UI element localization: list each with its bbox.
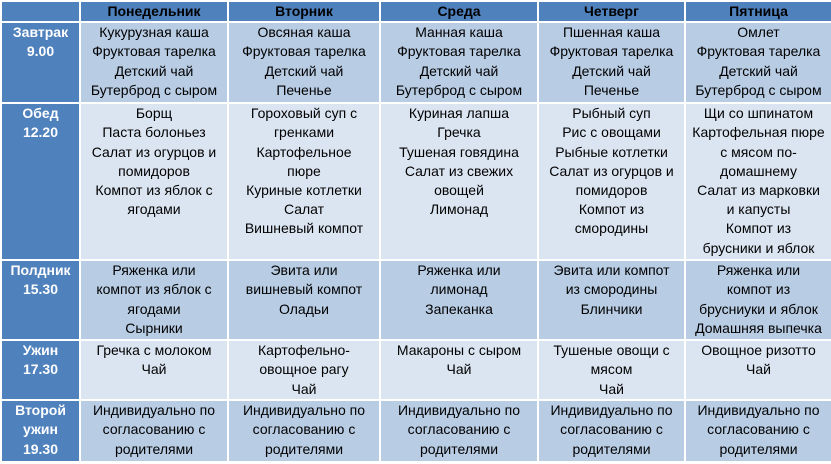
dish-line: Кукурузная каша (99, 24, 209, 41)
dish-line: Чай (141, 361, 167, 378)
dish-line: Детский чай (114, 62, 194, 79)
meal-row (1, 22, 831, 103)
dish-line: Запеканка (425, 300, 493, 317)
dish-line: Бутерброд с сыром (395, 81, 523, 98)
dish-line: Щи со шпинатом (703, 105, 814, 122)
dish-line: Чай (291, 380, 317, 397)
day-header: Пятница (685, 1, 831, 22)
menu-cell (80, 400, 228, 462)
meal-header (1, 400, 80, 462)
menu-cell (80, 103, 228, 260)
dish-line: Фруктовая тарелка (549, 43, 674, 60)
dish-line: согласованию с (560, 421, 663, 438)
dish-line: и капусты (726, 201, 791, 218)
menu-cell (685, 103, 831, 260)
dish-line: Бутерброд с сыром (695, 81, 822, 98)
dish-line: вишневый компот (245, 281, 363, 298)
meal-name: Обед (22, 105, 59, 122)
dish-line: Куриные котлетки (246, 182, 362, 199)
dish-line: Блинчики (580, 300, 643, 317)
dish-line: Салат из огурцов и (91, 143, 217, 160)
dish-line: родителями (264, 440, 344, 457)
dish-line: Манная каша (415, 24, 503, 41)
menu-cell (228, 260, 380, 340)
dish-line: согласованию с (707, 421, 810, 438)
meal-header (1, 103, 80, 260)
menu-cell (538, 340, 685, 400)
header-row (1, 1, 831, 22)
menu-cell (538, 260, 685, 340)
dish-line: Печенье (276, 81, 332, 98)
dish-line: Детский чай (572, 62, 651, 79)
dish-line: Рыбные котлетки (555, 143, 668, 160)
dish-line: Салат из марковки (697, 182, 820, 199)
dish-line: овощное рагу (259, 361, 349, 378)
menu-cell (380, 22, 538, 103)
menu-cell (538, 103, 685, 260)
dish-line: Лимонад (429, 201, 489, 218)
dish-line: согласованию с (252, 421, 356, 438)
menu-cell (380, 400, 538, 462)
menu-cell (538, 22, 685, 103)
dish-line: Рис с овощами (562, 124, 661, 141)
dish-line: Чай (446, 361, 472, 378)
dish-line: ягодами (127, 300, 181, 317)
dish-line: лимонад (430, 281, 488, 298)
dish-line: Гречка (437, 124, 481, 141)
dish-line: родителями (719, 440, 798, 457)
dish-line: Индивидуально по (92, 402, 216, 419)
menu-cell (380, 103, 538, 260)
dish-line: из смородины (565, 281, 658, 298)
dish-line: Гречка с молоком (96, 342, 212, 359)
dish-line: родителями (572, 440, 651, 457)
dish-line: Компот из яблок с (95, 182, 213, 199)
day-header: Среда (380, 1, 538, 22)
dish-line: гренками (273, 124, 335, 141)
menu-cell (80, 340, 228, 400)
menu-cell (380, 260, 538, 340)
meal-time: 19.30 (22, 440, 59, 457)
menu-cell (228, 400, 380, 462)
meal-time: 9.00 (26, 43, 55, 60)
dish-line: Салат из огурцов и (549, 162, 674, 179)
day-header: Четверг (538, 1, 685, 22)
dish-line: Фруктовая тарелка (92, 43, 216, 60)
meal-row (1, 340, 831, 400)
dish-line: Фруктовая тарелка (696, 43, 821, 60)
dish-line: Эвита или компот (553, 262, 670, 279)
meal-header (1, 340, 80, 400)
dish-line: Салат из свежих (404, 162, 514, 179)
menu-cell (685, 22, 831, 103)
dish-line: Домашняя выпечка (695, 319, 822, 336)
dish-line: пюре (287, 162, 321, 179)
dish-line: Борщ (135, 105, 173, 122)
dish-line: Тушеная говядина (399, 143, 519, 160)
dish-line: Оладьи (279, 300, 329, 317)
dish-line: Индивидуально по (242, 402, 366, 419)
dish-line: помидоров (118, 162, 190, 179)
dish-line: с мясом по- (720, 143, 797, 160)
dish-line: мясом (590, 361, 633, 378)
menu-cell (538, 400, 685, 462)
dish-line: Фруктовая тарелка (397, 43, 521, 60)
menu-cell (228, 340, 380, 400)
day-header: Понедельник (80, 1, 228, 22)
dish-line: Ряженка или (716, 262, 801, 279)
meal-row (1, 400, 831, 462)
dish-line: Ряженка или (112, 262, 196, 279)
dish-line: брусниуки и яблок (699, 300, 818, 317)
dish-line: компот из (726, 281, 791, 298)
dish-line: Овсяная каша (257, 24, 351, 41)
menu-cell (685, 260, 831, 340)
meal-row (1, 103, 831, 260)
dish-line: Картофельно- (258, 342, 350, 359)
dish-line: Бутерброд с сыром (90, 81, 218, 98)
meal-time: 15.30 (22, 281, 59, 298)
meal-time: 12.20 (22, 124, 59, 141)
dish-line: Индивидуально по (550, 402, 673, 419)
dish-line: Детский чай (419, 62, 499, 79)
menu-cell (80, 22, 228, 103)
menu-cell (228, 103, 380, 260)
dish-line: домашнему (720, 162, 797, 179)
dish-line: согласованию с (407, 421, 511, 438)
menu-cell (685, 340, 831, 400)
meal-name: Завтрак (12, 24, 69, 41)
dish-line: родителями (419, 440, 499, 457)
dish-line: родителями (114, 440, 194, 457)
dish-line: Компот из (578, 201, 645, 218)
meal-header (1, 22, 80, 103)
dish-line: Рыбный суп (572, 105, 651, 122)
dish-line: Чай (599, 380, 624, 397)
dish-line: Фруктовая тарелка (242, 43, 366, 60)
meal-row (1, 260, 831, 340)
dish-line: Детский чай (264, 62, 344, 79)
dish-line: Чай (746, 361, 771, 378)
dish-line: смородины (574, 220, 649, 237)
dish-line: овощей (434, 182, 484, 199)
dish-line: Тушеные овощи с (553, 342, 670, 359)
day-header: Вторник (228, 1, 380, 22)
dish-line: согласованию с (102, 421, 206, 438)
dish-line: Ряженка или (417, 262, 501, 279)
meal-time: 17.30 (22, 361, 59, 378)
dish-line: Макароны с сыром (396, 342, 522, 359)
meal-name: Ужин (22, 342, 59, 359)
meal-name: Второй ужин (15, 402, 66, 438)
dish-line: Индивидуально по (397, 402, 521, 419)
dish-line: Эвита или (270, 262, 338, 279)
dish-line: помидоров (575, 182, 648, 199)
dish-line: Детский чай (719, 62, 798, 79)
dish-line: Индивидуально по (697, 402, 820, 419)
dish-line: Картофельная пюре (692, 124, 825, 141)
dish-line: Компот из (725, 220, 792, 237)
menu-cell (380, 340, 538, 400)
dish-line: компот из яблок с (96, 281, 212, 298)
corner-cell (1, 1, 80, 22)
meal-header (1, 260, 80, 340)
meal-name: Полдник (10, 262, 71, 279)
menu-cell (80, 260, 228, 340)
dish-line: Пшенная каша (562, 24, 661, 41)
dish-line: брусники и яблок (702, 239, 815, 256)
dish-line: ягодами (127, 201, 181, 218)
dish-line: Овощное ризотто (701, 342, 816, 359)
menu-cell (228, 22, 380, 103)
dish-line: Вишневый компот (244, 220, 364, 237)
dish-line: Салат (283, 201, 325, 218)
dish-line: Куриная лапша (408, 105, 510, 122)
dish-line: Омлет (737, 24, 780, 41)
menu-cell (685, 400, 831, 462)
dish-line: Картофельное (256, 143, 352, 160)
dish-line: Паста болоньез (102, 124, 206, 141)
dish-line: Гороховый суп с (250, 105, 358, 122)
dish-line: Печенье (583, 81, 640, 98)
dish-line: Сырники (125, 319, 183, 336)
